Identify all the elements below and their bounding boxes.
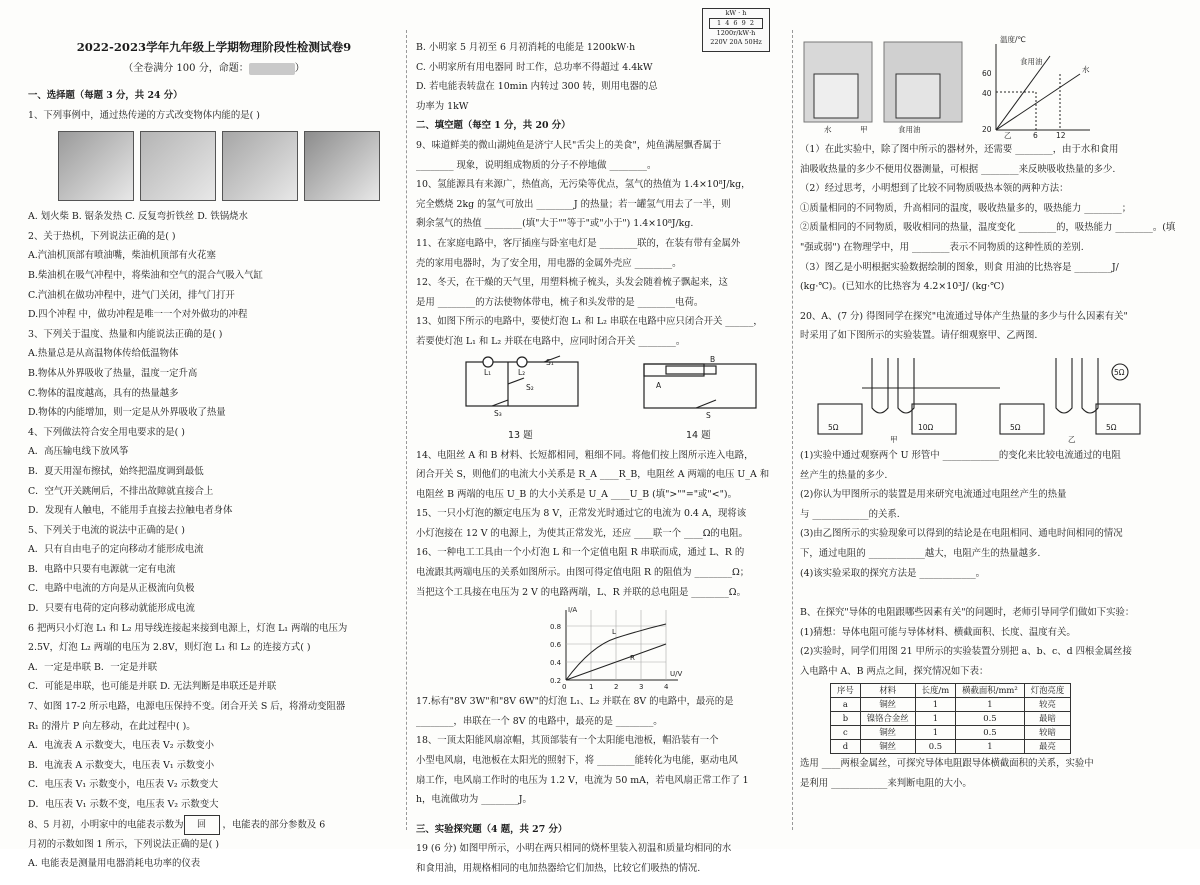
text-line: 8、5 月初，小明家中的电能表示数为 回 ，电能表的部分参数及 6 xyxy=(28,815,400,835)
text-line: 完全燃烧 2kg 的氢气可放出 ________J 的热量；若一罐氢气用去了一半，则 xyxy=(416,198,731,210)
iu-graph xyxy=(416,604,788,690)
table-cell: 铜丝 xyxy=(860,726,915,740)
table-header-cell: 横截面积/mm² xyxy=(956,684,1025,698)
text-line: 1、下列事例中，通过热传递的方式改变物体内能的是( ) xyxy=(28,109,260,121)
text-line: D．只要有电荷的定向移动就能形成电流 xyxy=(28,603,195,615)
text-line: ________，串联在一个 8V 的电路中，最亮的是 ________。 xyxy=(416,715,663,727)
text-line: 16、一种电工工具由一个小灯泡 L 和一个定值电阻 R 串联而成，通过 L、R 的 xyxy=(416,547,745,559)
text-line: 2、关于热机，下列说法正确的是( ) xyxy=(28,230,176,242)
text-line: C．电路中电流的方向是从正极流向负极 xyxy=(28,583,195,595)
label-b: B xyxy=(710,354,716,364)
text-line: 丝产生的热量的多少. xyxy=(800,469,888,481)
text-line: 油吸收热量的多少不便用仪器测量，可根据 ________来反映吸收热量的多少. xyxy=(800,163,1116,175)
table-cell: b xyxy=(831,712,861,726)
graph-oil-label: 食用油 xyxy=(1020,57,1043,66)
text-line: 7、如图 17-2 所示电路，电源电压保持不变。闭合开关 S 后，将滑动变阻器 xyxy=(28,701,346,713)
text-line: 小型电风扇，电池板在太阳光的照射下，将 ________能转化为电能，驱动电风 xyxy=(416,755,738,767)
text-line: B.柴油机在吸气冲程中，将柴油和空气的混合气吸入气缸 xyxy=(28,269,263,281)
text-line: 小灯泡接在 12 V 的电源上，为使其正常发光，还应 ____联一个 ____Ω的电阻。 xyxy=(416,527,749,539)
text-line: C．空气开关跳闸后，不排出故障就直接合上 xyxy=(28,485,214,497)
table-cell: 1 xyxy=(956,740,1025,754)
graph-temp-label: 温度/℃ xyxy=(1000,35,1026,44)
text-line: 若要使灯泡 L₁ 和 L₂ 并联在电路中，应同时闭合开关 ________。 xyxy=(416,335,686,347)
text-line: 6 把两只小灯泡 L₁ 和 L₂ 用导线连接起来接到电源上，灯泡 L₁ 两端的电压为 xyxy=(28,622,348,634)
text-line xyxy=(800,297,1172,307)
text-line: 11、在家庭电路中，客厅插座与卧室电灯是 ________联的，在装有带有金属外 xyxy=(416,237,741,249)
text-line: h，电流做功为 ________J。 xyxy=(416,794,532,806)
meter-volt: 220V 20A 50Hz xyxy=(710,38,762,46)
text-line: 是利用 ____________来判断电阻的大小。 xyxy=(800,778,972,790)
text-line: 时采用了如下图所示的实验装置。请仔细观察甲、乙两图. xyxy=(800,330,1038,342)
text-line: D.四个冲程 中，做功冲程是唯一一个对外做功的冲程 xyxy=(28,309,248,321)
table-header-cell: 长度/m xyxy=(915,684,956,698)
graph-xlabel: U/V xyxy=(670,670,683,679)
text-line: 10、氢能源具有来源广，热值高，无污染等优点，氢气的热值为 1.4×10⁸J/kg， xyxy=(416,179,751,191)
label-l2: L₂ xyxy=(518,367,526,377)
ytick: 0.2 xyxy=(550,677,562,686)
text-line: 14、电阻丝 A 和 B 材料、长短都相同，粗细不同。将他们按上图所示连入电路， xyxy=(416,449,754,461)
text-line xyxy=(800,583,1172,593)
text-line: C.物体的温度越高，具有的热量越多 xyxy=(28,387,179,399)
meter-reading-box: 回 xyxy=(184,815,220,835)
text-line: A.汽油机顶部有喷油嘴，柴油机顶部有火花塞 xyxy=(28,250,216,262)
table-row xyxy=(831,712,1071,726)
text-line: ②质量相同的不同物质，吸收相同的热量，温度变化 ________的，吸热能力 ________。(填 xyxy=(800,222,1176,234)
column-divider xyxy=(792,30,793,830)
redacted-author xyxy=(249,63,295,75)
label-s: S xyxy=(706,410,711,420)
table-row xyxy=(831,740,1071,754)
label-s3: S₃ xyxy=(494,408,502,418)
table-cell: 0.5 xyxy=(956,712,1025,726)
text-line: B、在探究"导体的电阻跟哪些因素有关"的问题时，老师引导同学们做如下实验： xyxy=(800,607,1135,619)
table-cell: 1 xyxy=(915,712,956,726)
label-10ohm: 10Ω xyxy=(918,422,934,432)
text-line: (1)猜想：导体电阻可能与导体材料、横截面积、长度、温度有关。 xyxy=(800,626,1076,638)
text-line: D.物体的内能增加，则一定是从外界吸收了热量 xyxy=(28,407,226,419)
right-questions xyxy=(800,140,1176,346)
text-line: B. 小明家 5 月初至 6 月初消耗的电能是 1200kW·h xyxy=(416,42,636,53)
text-line: (2)实验时，同学们用图 21 甲所示的实验装置分别把 a、b、c、d 四根金属丝接 xyxy=(800,646,1132,658)
text-line: A．电流表 A 示数变大，电压表 V₂ 示数变小 xyxy=(28,740,214,752)
meter-spec: 1200r/kW·h xyxy=(716,29,756,37)
text-line: D．发现有人触电，不能用手直接去拉触电者身体 xyxy=(28,505,233,517)
label-l1: L₁ xyxy=(484,367,492,377)
caption-q14: 14 题 xyxy=(686,429,711,441)
table-cell: 较暗 xyxy=(1024,726,1071,740)
iu-graph-figure xyxy=(416,604,788,690)
table-cell: d xyxy=(831,740,861,754)
text-line: 一、选择题（每题 3 分，共 24 分） xyxy=(28,90,183,101)
ytick: 0.6 xyxy=(550,641,562,650)
xtick: 4 xyxy=(664,683,669,692)
exam-title: 2022-2023学年九年级上学期物理阶段性检测试卷9 xyxy=(76,40,352,54)
label-yi: 乙 xyxy=(1004,131,1012,140)
text-line: 和食用油，用规格相同的电加热器给它们加热，比较它们吸热的情况. xyxy=(416,863,701,874)
q1-photo xyxy=(222,131,298,201)
graph-ylabel: I/A xyxy=(568,606,578,615)
graph-water-label: 水 xyxy=(1082,65,1090,74)
text-line: (1)实验中通过观察两个 U 形管中 ____________的变化来比较电流通过的电阻 xyxy=(800,449,1121,461)
table-cell: 1 xyxy=(915,726,956,740)
text-line: 月初的示数如图 1 所示，下列说法正确的是( ) xyxy=(28,838,219,850)
text-line: C. 小明家所有用电器同 时工作，总功率不得超过 4.4kW xyxy=(416,61,653,73)
text-line: "强或弱") 在物理学中，用 ________表示不同物质的这种性质的差别. xyxy=(800,241,1084,253)
middle-questions-mid xyxy=(416,446,788,603)
text-line: 扇工作，电风扇工作时的电压为 1.2 V，电流为 50 mA，若电风扇正常工作了 1 xyxy=(416,774,749,786)
label-water: 水 xyxy=(824,125,832,134)
text-line: 19 (6 分) 如图甲所示，小明在两只相同的烧杯里装入初温和质量均相同的水 xyxy=(416,843,732,855)
label-jia: 甲 xyxy=(890,434,898,444)
table-cell: 最暗 xyxy=(1024,712,1071,726)
curve-l-label: L xyxy=(612,628,616,637)
text-line: 20、A、(7 分) 得图同学在探究"电流通过导体产生热量的多少与什么因素有关" xyxy=(800,310,1128,322)
text-line: C．可能是串联，也可能是并联 D. 无法判断是串联还是并联 xyxy=(28,681,277,693)
circuit-figures xyxy=(416,354,788,444)
text-line: 3、下列关于温度、热量和内能说法正确的是( ) xyxy=(28,328,223,340)
label-5ohm: 5Ω xyxy=(1010,422,1021,432)
text-line: (2)你认为甲图所示的装置是用来研究电流通过电阻丝产生的热量 xyxy=(800,489,1067,501)
heating-svg xyxy=(800,34,1172,138)
text-line: C．电压表 V₁ 示数变小，电压表 V₂ 示数变大 xyxy=(28,779,219,791)
text-line: (4)该实验采取的探究方法是 ____________。 xyxy=(800,567,986,579)
right-questions-2 xyxy=(800,446,1172,682)
text-line: (3)由乙图所示的实验现象可以得到的结论是在电阻相同、通电时间相同的情况 xyxy=(800,528,1123,540)
subtitle-prefix: （全卷满分 100 分，命题： xyxy=(123,63,249,74)
text-line: 二、填空题（每空 1 分，共 20 分） xyxy=(416,120,571,132)
ytick: 0.8 xyxy=(550,623,562,632)
graph-tick-20: 20 xyxy=(982,125,992,134)
text-line: A. 电能表是测量用电器消耗电功率的仪表 xyxy=(28,858,201,870)
text-line: 15、一只小灯泡的额定电压为 8 V，正常发光时通过它的电流为 0.4 A，现将该 xyxy=(416,508,747,520)
q1-photo xyxy=(304,131,380,201)
table-cell: a xyxy=(831,698,861,712)
table-cell: 铜丝 xyxy=(860,740,915,754)
graph-tick-6: 6 xyxy=(1033,131,1038,140)
label-a: A xyxy=(656,380,662,390)
text-line: B．电路中只要有电源就一定有电流 xyxy=(28,563,176,575)
column-right xyxy=(800,35,1176,885)
text-line: 三、实验探究题（4 题，共 27 分） xyxy=(416,823,568,835)
table-cell: 1 xyxy=(915,698,956,712)
text-line: 12、冬天，在干燥的天气里，用塑料梳子梳头，头发会随着梳子飘起来，这 xyxy=(416,277,728,289)
text-line xyxy=(800,593,1172,603)
text-line: D. 若电能表转盘在 10min 内转过 300 转，则用电器的总 xyxy=(416,81,658,93)
xtick: 2 xyxy=(614,683,619,692)
q1-photos xyxy=(28,127,400,205)
text-line: 下，通过电阻的 ____________越大，电阻产生的热量越多. xyxy=(800,547,1041,559)
text-line: (kg·℃)。(已知水的比热容为 4.2×10³J/ (kg·℃) xyxy=(800,281,1005,293)
u-tube-figure xyxy=(800,348,1172,444)
text-line: 电阻丝 B 两端的电压 U_B 的大小关系是 U_A ____U_B (填">""="或"<")。 xyxy=(416,488,737,500)
text-line: B.物体从外界吸收了热量，温度一定升高 xyxy=(28,367,198,379)
label-s1: S₁ xyxy=(546,357,554,367)
table-cell: 0.5 xyxy=(915,740,956,754)
table-cell: 铜丝 xyxy=(860,698,915,712)
table-header-cell: 材料 xyxy=(860,684,915,698)
text-line: A．一定是串联 B．一定是并联 xyxy=(28,661,158,673)
text-line: 剩余氢气的热值 ________(填"大于""等于"或"小于") 1.4×10⁸J/kg. xyxy=(416,218,694,230)
table-row xyxy=(831,698,1071,712)
caption-q13: 13 题 xyxy=(508,429,533,441)
exam-subtitle xyxy=(28,58,400,80)
text-line: B．夏天用湿布擦拭，始终把温度调到最低 xyxy=(28,465,204,477)
table-cell: 1 xyxy=(956,698,1025,712)
text-line: 与 ____________的关系. xyxy=(800,508,900,520)
label-5ohm: 5Ω xyxy=(828,422,839,432)
text-line: D．电压表 V₁ 示数不变，电压表 V₂ 示数变大 xyxy=(28,799,219,810)
table-row xyxy=(831,726,1071,740)
table-header-cell: 灯泡亮度 xyxy=(1024,684,1071,698)
meter-unit: kW · h xyxy=(725,9,747,17)
text-line: 18、一顶太阳能风扇凉帽，其顶部装有一个太阳能电池板，帽沿装有一个 xyxy=(416,735,719,747)
subtitle-suffix: ） xyxy=(294,63,305,74)
text-line: 5、下列关于电流的说法中正确的是( ) xyxy=(28,524,185,536)
ytick: 0.4 xyxy=(550,659,562,668)
left-questions xyxy=(28,86,400,874)
text-line: （3）图乙是小明根据实验数据绘制的图象，则食 用油的比热容是 ________J/ xyxy=(800,261,1119,273)
text-line: 9、味道鲜美的微山湖炖鱼是济宁人民"舌尖上的美食"，炖鱼满屋飘香属于 xyxy=(416,139,722,151)
text-line: 4、下列做法符合安全用电要求的是( ) xyxy=(28,426,185,438)
text-line: 2.5V，灯泡 L₂ 两端的电压为 2.8V，则灯泡 L₁ 和 L₂ 的连接方式( ) xyxy=(28,642,311,654)
graph-tick-60: 60 xyxy=(982,69,992,78)
xtick: 0 xyxy=(562,683,567,692)
table-cell: 镍铬合金丝 xyxy=(860,712,915,726)
text-line: ________ 现象，说明组成物质的分子不停地做 ________。 xyxy=(416,159,657,171)
label-jia: 甲 xyxy=(860,125,868,134)
text-line xyxy=(416,810,788,820)
text-line: A. 划火柴 B. 锯条发热 C. 反复弯折铁丝 D. 铁锅烧水 xyxy=(28,211,248,223)
meter-digits: 1 4 6 9 2 xyxy=(709,18,763,29)
label-s2: S₂ xyxy=(526,382,534,392)
circuit-svg xyxy=(416,354,788,444)
text-line: 闭合开关 S，则他们的电流大小关系是 R_A ____R_B，电阻丝 A 两端的电压 U_A 和 xyxy=(416,469,770,481)
table-cell: 较亮 xyxy=(1024,698,1071,712)
text-line: ①质量相同的不同物质，升高相同的温度，吸收热量多的，吸热能力 ________； xyxy=(800,202,1132,214)
electricity-meter xyxy=(702,8,770,52)
text-line: （2）经过思考，小明想到了比较不同物质吸热本领的两种方法： xyxy=(800,183,1069,195)
text-line: 13、如图下所示的电路中，要使灯泡 L₁ 和 L₂ 串联在电路中应只闭合开关 ______， xyxy=(416,316,763,328)
column-divider xyxy=(406,30,407,830)
q1-photo xyxy=(58,131,134,201)
text-line: R₁ 的滑片 P 向左移动，在此过程中( )。 xyxy=(28,720,196,732)
text-line: A．只有自由电子的定向移动才能形成电流 xyxy=(28,544,204,556)
label-yi: 乙 xyxy=(1068,434,1076,444)
text-line: 入电路中 A、B 两点之间，探究情况如下表： xyxy=(800,665,989,677)
right-questions-3 xyxy=(800,754,1172,793)
column-left xyxy=(28,36,400,885)
text-line: A．高压输电线下放风筝 xyxy=(28,446,129,458)
xtick: 3 xyxy=(639,683,644,692)
text-line: 壳的家用电器时，为了安全用，用电器的金属外壳应 ________。 xyxy=(416,257,682,269)
column-middle xyxy=(416,9,788,885)
u-tube-svg xyxy=(800,348,1172,444)
xtick: 1 xyxy=(589,683,594,692)
graph-tick-12: 12 xyxy=(1056,131,1066,140)
table-cell: 0.5 xyxy=(956,726,1025,740)
text-line: 选用 ____两根金属丝，可探究导体电阻跟导体横截面积的关系，实验中 xyxy=(800,758,1094,770)
graph-tick-40: 40 xyxy=(982,89,992,98)
line-r-label: R xyxy=(630,654,635,663)
text-line: 17.标有"8V 3W"和"8V 6W"的灯泡 L₁、L₂ 并联在 8V 的电路中，最亮的是 xyxy=(416,696,734,708)
text-line: 当把这个工具接在电压为 2 V 的电路两端，L、R 并联的总电阻是 ________Ω。 xyxy=(416,586,746,598)
label-5ohm: 5Ω xyxy=(1106,422,1117,432)
table-cell: c xyxy=(831,726,861,740)
text-line: （1）在此实验中，除了图中所示的器材外，还需要 ________，由于水和食用 xyxy=(800,144,1119,155)
table-header-cell: 序号 xyxy=(831,684,861,698)
middle-questions-bottom xyxy=(416,692,788,878)
text-line: 功率为 1kW xyxy=(416,100,469,112)
text-line: C.汽油机在做功冲程中，进气门关闭，排气门打开 xyxy=(28,289,235,301)
text-line: 电流跟其两端电压的关系如图所示。由图可得定值电阻 R 的阻值为 ________Ω； xyxy=(416,567,750,579)
q1-photo xyxy=(140,131,216,201)
label-5ohm: 5Ω xyxy=(1114,367,1125,377)
text-line: A.热量总是从高温物体传给低温物体 xyxy=(28,348,179,360)
middle-questions-top xyxy=(416,38,788,352)
text-line: B．电流表 A 示数变大，电压表 V₁ 示数变小 xyxy=(28,759,215,771)
resistance-table xyxy=(830,683,1071,754)
text-line: 是用 ________的方法使物体带电，梳子和头发带的是 ________电荷。 xyxy=(416,296,704,308)
table-cell: 最亮 xyxy=(1024,740,1071,754)
heating-experiment-figure xyxy=(800,34,1172,138)
label-oil: 食用油 xyxy=(898,125,921,134)
